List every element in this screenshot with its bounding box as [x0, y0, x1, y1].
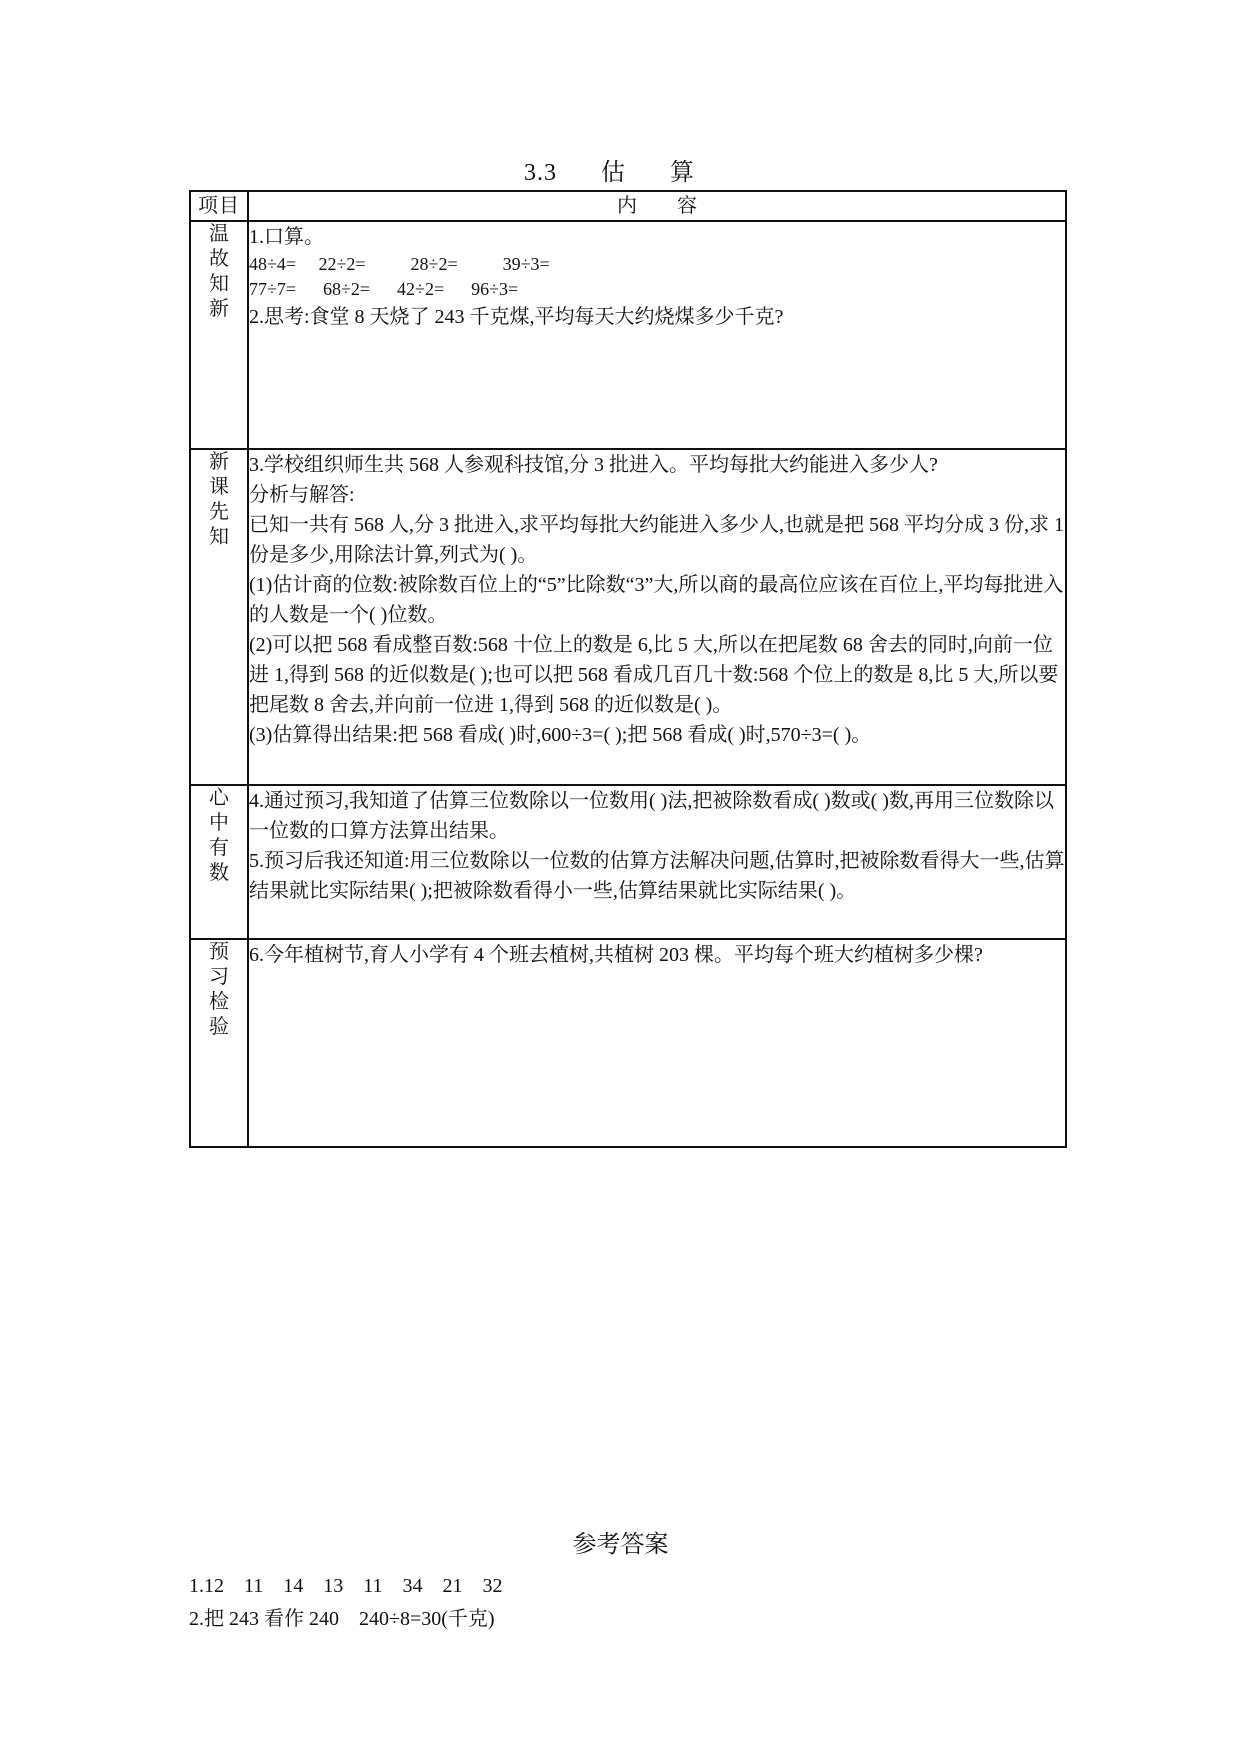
- question-line: (3)估算得出结果:把 568 看成( )时,600÷3=( );把 568 看成( )时,570÷3=( )。: [249, 724, 872, 746]
- header-item: 项目: [190, 191, 248, 221]
- row-label: 心中有数: [190, 785, 248, 939]
- table-row-new-lesson: [190, 449, 1066, 785]
- answer-line: 1.12 11 14 13 11 34 21 32: [189, 1575, 503, 1597]
- study-sheet-table: [189, 190, 1067, 1148]
- question-line: (1)估计商的位数:被除数百位上的“5”比除数“3”大,所以商的最高位应该在百位上,平均每批进入的人数是一个( )位数。: [249, 574, 1064, 626]
- row-content: [248, 221, 1066, 449]
- page-title: [0, 152, 1241, 187]
- header-content-a: 内: [617, 195, 637, 217]
- question-line: 2.思考:食堂 8 天烧了 243 千克煤,平均每天大约烧煤多少千克?: [249, 306, 784, 328]
- row-content: [248, 449, 1066, 785]
- answers-heading: 参考答案: [572, 1532, 669, 1558]
- title-char-2: 算: [670, 160, 695, 186]
- question-line: 6.今年植树节,育人小学有 4 个班去植树,共植树 203 棵。平均每个班大约植树多少棵?: [249, 944, 983, 966]
- header-content-b: 容: [677, 195, 697, 217]
- row-content: [248, 939, 1066, 1147]
- section-number: 3.3: [524, 160, 557, 186]
- question-line: 1.口算。: [249, 226, 324, 248]
- table-header-row: [190, 191, 1066, 221]
- table-row-review: [190, 221, 1066, 449]
- title-char-1: 估: [601, 160, 626, 186]
- question-line: 5.预习后我还知道:用三位数除以一位数的估算方法解决问题,估算时,把被除数看得大一些,估算结果就比实际结果( );把被除数看得小一些,估算结果就比实际结果( )。: [249, 850, 1065, 902]
- question-line: (2)可以把 568 看成整百数:568 十位上的数是 6,比 5 大,所以在把尾数 68 舍去的同时,向前一位进 1,得到 568 的近似数是( );也可以把 568 看成几百几十数:568 个位上的数是 8,比 5 大,所以要把尾数 8 舍去,并向前一位进 1,得到 568 的近似数是( )。: [249, 634, 1059, 716]
- arith-line: 48÷4= 22÷2= 28÷2= 39÷3=: [249, 254, 550, 274]
- header-content: [248, 191, 1066, 221]
- row-label: 新课先知: [190, 449, 248, 785]
- answer-line: 2.把 243 看作 240 240÷8=30(千克): [189, 1608, 495, 1630]
- question-line: 4.通过预习,我知道了估算三位数除以一位数用( )法,把被除数看成( )数或( )数,再用三位数除以一位数的口算方法算出结果。: [249, 790, 1054, 842]
- question-line: 3.学校组织师生共 568 人参观科技馆,分 3 批进入。平均每批大约能进入多少人?: [249, 454, 938, 476]
- row-label: 预习检验: [190, 939, 248, 1147]
- arith-line: 77÷7= 68÷2= 42÷2= 96÷3=: [249, 279, 519, 299]
- table-row-summary: [190, 785, 1066, 939]
- question-line: 分析与解答:: [249, 484, 355, 506]
- row-content: [248, 785, 1066, 939]
- table-row-check: [190, 939, 1066, 1147]
- question-line: 已知一共有 568 人,分 3 批进入,求平均每批大约能进入多少人,也就是把 568 平均分成 3 份,求 1 份是多少,用除法计算,列式为( )。: [249, 514, 1064, 566]
- row-label: 温故知新: [190, 221, 248, 449]
